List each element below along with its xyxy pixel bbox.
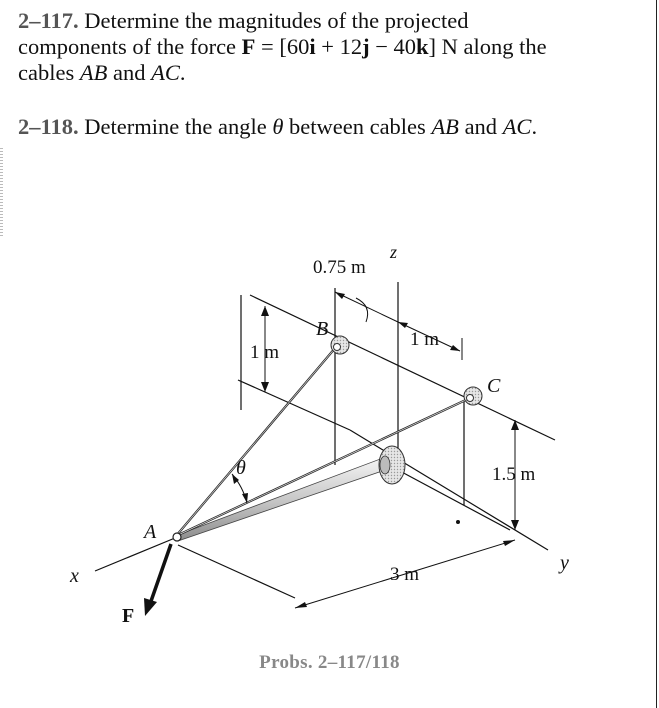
problem-text: Determine the magnitudes of the projected	[84, 8, 469, 33]
problem-text: .	[531, 114, 538, 139]
equation-part: − 40	[369, 34, 417, 59]
label-theta: θ	[236, 457, 246, 479]
problem-number: 2–118.	[18, 114, 79, 139]
problem-text: between cables	[283, 114, 432, 139]
dim-075-label: 0.75 m	[313, 257, 366, 278]
origin-dot	[456, 520, 460, 524]
problem-number: 2–117.	[18, 8, 79, 33]
unit-vector-j: j	[362, 34, 370, 59]
y-axis-line	[350, 430, 548, 550]
boom-rod	[178, 458, 385, 541]
problem-text: and	[107, 60, 152, 85]
theta-symbol: θ	[272, 114, 284, 139]
dim-1m-left-label: 1 m	[250, 342, 280, 363]
dim-1m-top-label: 1 m	[410, 329, 440, 350]
equation-part: ] N along the	[428, 34, 547, 59]
cable-ac: AC	[151, 60, 180, 85]
cable-ac: AC	[502, 114, 532, 139]
label-f: F	[122, 605, 135, 627]
label-c: C	[487, 375, 501, 397]
label-a: A	[144, 521, 157, 543]
problem-text: cables	[18, 60, 80, 85]
label-y: y	[560, 552, 569, 574]
force-arrow	[150, 544, 171, 604]
force-symbol: F	[241, 34, 256, 59]
joint-a	[173, 533, 181, 541]
figure-caption: Probs. 2–117/118	[259, 652, 400, 673]
unit-vector-i: i	[309, 34, 316, 59]
label-x: x	[70, 565, 79, 587]
mechanics-figure	[0, 240, 659, 650]
problem-text: components of the force	[18, 34, 242, 59]
scan-artifact	[0, 148, 3, 238]
dim-075-leader	[356, 298, 368, 322]
dim-3-label: 3 m	[390, 564, 420, 585]
unit-vector-k: k	[416, 34, 429, 59]
problem-text: and	[458, 114, 503, 139]
problem-2-117	[18, 8, 642, 86]
label-z: z	[390, 242, 398, 262]
problem-text: .	[179, 60, 186, 85]
equation-part: + 12	[315, 34, 363, 59]
label-b: B	[316, 318, 329, 340]
guide-line	[178, 545, 295, 598]
dim-15-label: 1.5 m	[492, 464, 536, 485]
cable-ab: AB	[79, 60, 108, 85]
cable-ab: AB	[431, 114, 459, 139]
guide-line	[238, 380, 350, 430]
problem-2-118	[18, 114, 642, 140]
guide-line	[250, 295, 555, 440]
equation-part: = [60	[255, 34, 310, 59]
problem-text: Determine the angle	[84, 114, 273, 139]
